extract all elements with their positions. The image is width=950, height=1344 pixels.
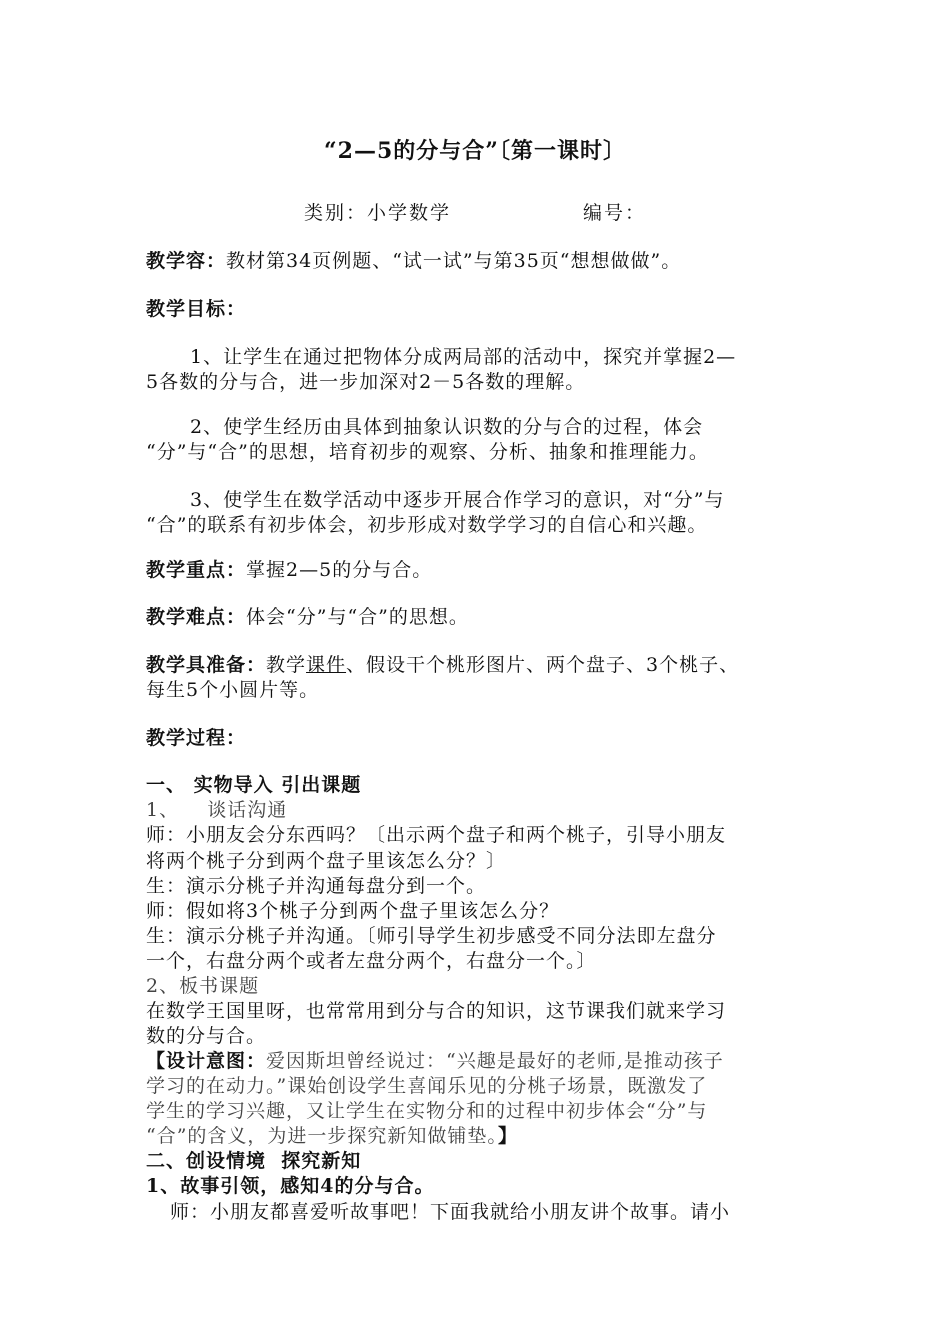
objective-2-line-2: “分”与“合”的思想，培育初步的观察、分析、抽象和推理能力。 [146, 441, 709, 463]
objective-3-line-1: 3、使学生在数学活动中逐步开展合作学习的意识，对“分”与 [190, 489, 725, 511]
dialogue-line-9: 师：小朋友都喜爱听故事吧！下面我就给小朋友讲个故事。请小 [170, 1201, 731, 1223]
objective-1-line-2: 5各数的分与合，进一步加深对2－5各数的理解。 [146, 371, 586, 393]
design-intent-text-1: 爱因斯坦曾经说过：“兴趣是最好的老师,是推动孩子 [266, 1050, 724, 1072]
design-intent-line-2: 学习的在动力。”课始创设学生喜闻乐见的分桃子场景，既激发了 [146, 1075, 708, 1097]
subsection-1-1: 1、 谈话沟通 [146, 799, 288, 821]
dialogue-line-2: 将两个桃子分到两个盘子里该怎么分？〕 [146, 850, 507, 872]
dialogue-line-7: 在数学王国里呀，也常常用到分与合的知识，这节课我们就来学习 [146, 1000, 727, 1022]
difficulty-text: 体会“分”与“合”的思想。 [246, 606, 469, 628]
materials-line-2: 每生5个小圆片等。 [146, 679, 320, 701]
dialogue-line-5: 生：演示分桃子并沟通。〔师引导学生初步感受不同分法即左盘分 [146, 925, 717, 947]
page-title: “2—5的分与合”〔第一课时〕 [324, 138, 626, 164]
key-point-label: 教学重点： [146, 559, 247, 581]
category-label: 类别：小学数学 [304, 202, 452, 224]
dialogue-line-6: 一个，右盘分两个或者左盘分两个，右盘分一个。〕 [146, 950, 597, 972]
materials-label: 教学具准备： [146, 654, 267, 676]
difficulty-label: 教学难点： [146, 606, 247, 628]
dialogue-line-8: 数的分与合。 [146, 1025, 267, 1047]
key-point [146, 555, 816, 582]
section-1-heading: 一、 实物导入 引出课题 [146, 774, 362, 796]
materials-text-b: 、假设干个桃形图片、两个盘子、3个桃子、 [346, 654, 740, 676]
materials [146, 650, 816, 677]
design-intent-line-4 [146, 1121, 816, 1148]
courseware-link[interactable]: 课件 [306, 654, 347, 676]
design-intent-line-1 [146, 1046, 816, 1073]
design-intent-end: 】 [497, 1125, 518, 1147]
design-intent-text-4: “合”的含义，为进一步探究新知做铺垫。 [146, 1125, 498, 1147]
content-text: 教材第34页例题、“试一试”与第35页“想想做做”。 [226, 250, 682, 272]
dialogue-line-1: 师：小朋友会分东西吗？〔出示两个盘子和两个桃子，引导小朋友 [146, 824, 727, 846]
objectives-heading: 教学目标： [146, 298, 247, 320]
objective-3-line-2: “合”的联系有初步体会，初步形成对数学学习的自信心和兴趣。 [146, 514, 708, 536]
design-intent-label: 【设计意图： [146, 1050, 267, 1072]
dialogue-line-3: 生：演示分桃子并沟通每盘分到一个。 [146, 875, 487, 897]
objective-1-line-1: 1、让学生在通过把物体分成两局部的活动中，探究并掌握2— [190, 346, 737, 368]
subsection-2-1: 1、故事引领，感知4的分与合。 [146, 1175, 435, 1197]
subsection-1-2: 2、板书课题 [146, 975, 260, 997]
teaching-content [146, 246, 816, 273]
key-point-text: 掌握2—5的分与合。 [246, 559, 433, 581]
dialogue-line-4: 师：假如将3个桃子分到两个盘子里该怎么分？ [146, 900, 560, 922]
objective-2-line-1: 2、使学生经历由具体到抽象认识数的分与合的过程，体会 [190, 416, 704, 438]
difficulty [146, 602, 816, 629]
section-2-heading: 二、创设情境 探究新知 [146, 1150, 362, 1172]
design-intent-line-3: 学生的学习兴趣，又让学生在实物分和的过程中初步体会“分”与 [146, 1100, 708, 1122]
content-label: 教学容： [146, 250, 227, 272]
materials-text-a: 教学 [266, 654, 307, 676]
number-label: 编号： [583, 202, 647, 224]
process-heading: 教学过程： [146, 727, 247, 749]
